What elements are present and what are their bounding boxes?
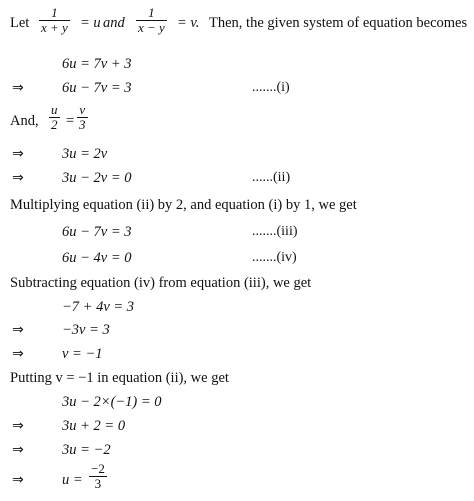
- step-3: 3u = 2v: [62, 146, 108, 162]
- putting-text: Putting v = −1 in equation (ii), we get: [10, 370, 229, 386]
- fraction-1-denominator: x + y: [41, 20, 68, 35]
- implies-icon: ⇒: [12, 146, 24, 162]
- step-5: 6u − 7v = 3: [62, 224, 132, 240]
- fraction-2-numerator: 1: [136, 6, 167, 21]
- step-11: 3u + 2 = 0: [62, 418, 126, 434]
- step-1: 6u = 7v + 3: [62, 56, 132, 72]
- step-5-tag: .......(iii): [252, 224, 298, 239]
- implies-icon: ⇒: [12, 346, 24, 362]
- implies-icon: ⇒: [12, 170, 24, 186]
- fraction-2-denominator: x − y: [138, 20, 165, 35]
- result-numerator: −2: [91, 461, 105, 476]
- step-2-tag: .......(i): [252, 80, 290, 95]
- ratio-equals: =: [66, 113, 75, 129]
- step-4-tag: ......(ii): [252, 170, 291, 185]
- intro-rest: Then, the given system of equation becomes: [209, 15, 468, 31]
- intro-fraction-2: [134, 6, 169, 35]
- ratio-fraction-u: [47, 103, 62, 132]
- multiply-text: Multiplying equation (ii) by 2, and equation (i) by 1, we get: [10, 197, 357, 213]
- intro-fraction-1: [37, 6, 72, 35]
- implies-icon: ⇒: [12, 322, 24, 338]
- step-4: 3u − 2v = 0: [62, 170, 132, 186]
- intro-and: and: [103, 15, 125, 31]
- step-13-fraction: [87, 462, 109, 491]
- step-12: 3u = −2: [62, 442, 111, 458]
- ratio-u-numerator: u: [51, 102, 58, 117]
- implies-icon: ⇒: [12, 472, 24, 488]
- fraction-1-numerator: 1: [39, 6, 70, 21]
- intro-let: Let: [10, 15, 30, 31]
- step-13-lhs: u =: [62, 472, 83, 488]
- step-9: v = −1: [62, 346, 103, 362]
- implies-icon: ⇒: [12, 80, 24, 96]
- result-denominator: 3: [94, 476, 102, 491]
- intro-eq-v: = v.: [177, 15, 200, 31]
- intro-eq-u: = u: [80, 15, 101, 31]
- step-2: 6u − 7v = 3: [62, 80, 132, 96]
- ratio-v-denominator: 3: [79, 117, 86, 132]
- subtract-text: Subtracting equation (iv) from equation (iii), we get: [10, 275, 312, 291]
- step-7: −7 + 4v = 3: [62, 299, 135, 315]
- ratio-v-numerator: v: [77, 103, 88, 118]
- step-8: −3v = 3: [62, 322, 110, 338]
- step-10: 3u − 2×(−1) = 0: [62, 394, 162, 410]
- implies-icon: ⇒: [12, 418, 24, 434]
- ratio-fraction-v: [75, 103, 90, 132]
- step-6: 6u − 4v = 0: [62, 250, 132, 266]
- implies-icon: ⇒: [12, 442, 24, 458]
- ratio-u-denominator: 2: [51, 117, 58, 132]
- step-6-tag: .......(iv): [252, 250, 297, 265]
- and-label: And,: [10, 113, 39, 129]
